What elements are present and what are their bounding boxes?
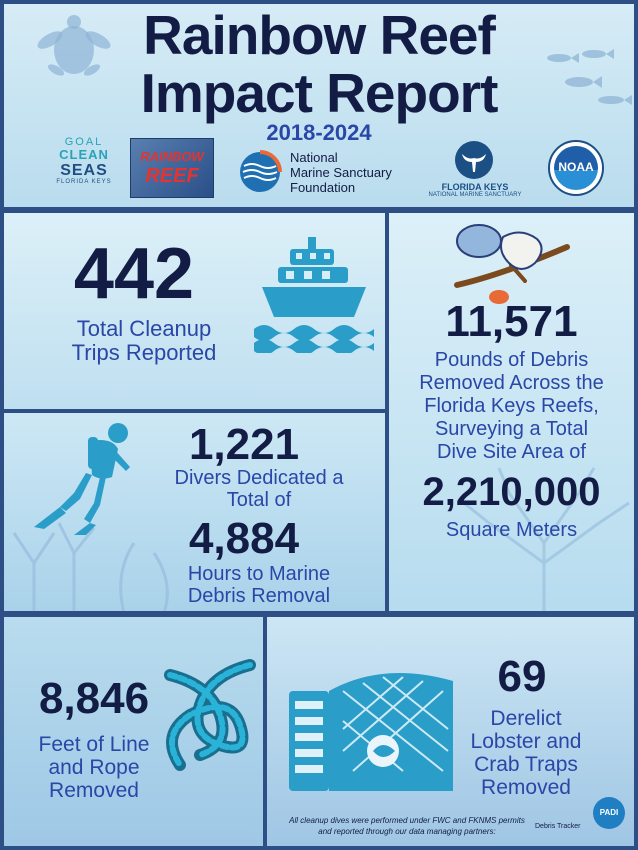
rainbow-reef-logo: RAINBOW REEF <box>130 138 214 198</box>
fknms-logo-text: FLORIDA KEYS NATIONAL MARINE SANCTUARY <box>428 182 522 198</box>
whale-tail-icon <box>454 140 494 180</box>
trips-label: Total Cleanup Trips Reported <box>71 316 217 365</box>
hours-value: 4,884 <box>188 514 300 563</box>
divers-label: Divers Dedicated a Total of <box>174 467 344 511</box>
report-title-line1: Rainbow Reef <box>143 4 495 66</box>
divers-panel <box>4 413 385 611</box>
lobster-trap-icon <box>283 651 461 797</box>
debris-value: 11,571 <box>445 297 578 346</box>
line-panel <box>4 617 263 846</box>
debris-tracker-logo: Debris Tracker <box>535 823 581 830</box>
nmsf-logo-text: National Marine Sanctuary Foundation <box>290 150 392 195</box>
trips-panel <box>4 213 385 409</box>
header-panel <box>4 4 634 207</box>
line-label: Feet of Line and Rope Removed <box>38 733 150 802</box>
divers-value: 1,221 <box>188 420 300 469</box>
area-value: 2,210,000 <box>422 470 601 514</box>
noaa-logo: NOAA <box>548 140 604 196</box>
area-label: Square Meters <box>445 519 578 541</box>
debris-bag-icon <box>451 219 575 305</box>
nmsf-logo-icon <box>238 150 282 194</box>
hours-label: Hours to Marine Debris Removal <box>187 563 331 607</box>
traps-value: 69 <box>497 652 547 701</box>
line-value: 8,846 <box>38 674 150 723</box>
traps-panel <box>267 617 634 846</box>
report-years: 2018-2024 <box>266 120 372 145</box>
padi-logo: PADI <box>593 797 625 829</box>
boat-icon <box>254 237 374 353</box>
debris-label: Pounds of Debris Removed Across the Florida Keys Reefs, Surveying a Total Dive Site Area of <box>419 349 604 463</box>
report-title-line2: Impact Report <box>140 62 498 124</box>
footer-note: All cleanup dives were performed under FWC and FKNMS permits and reported through our data managing partners: <box>289 816 525 836</box>
knotted-rope-icon <box>160 655 263 785</box>
goal-clean-seas-logo: GOAL CLEAN SEAS FLORIDA KEYS <box>56 136 112 185</box>
scuba-diver-icon <box>30 419 140 537</box>
traps-label: Derelict Lobster and Crab Traps Removed <box>470 707 582 799</box>
trips-value: 442 <box>73 234 195 314</box>
debris-panel <box>389 213 634 611</box>
